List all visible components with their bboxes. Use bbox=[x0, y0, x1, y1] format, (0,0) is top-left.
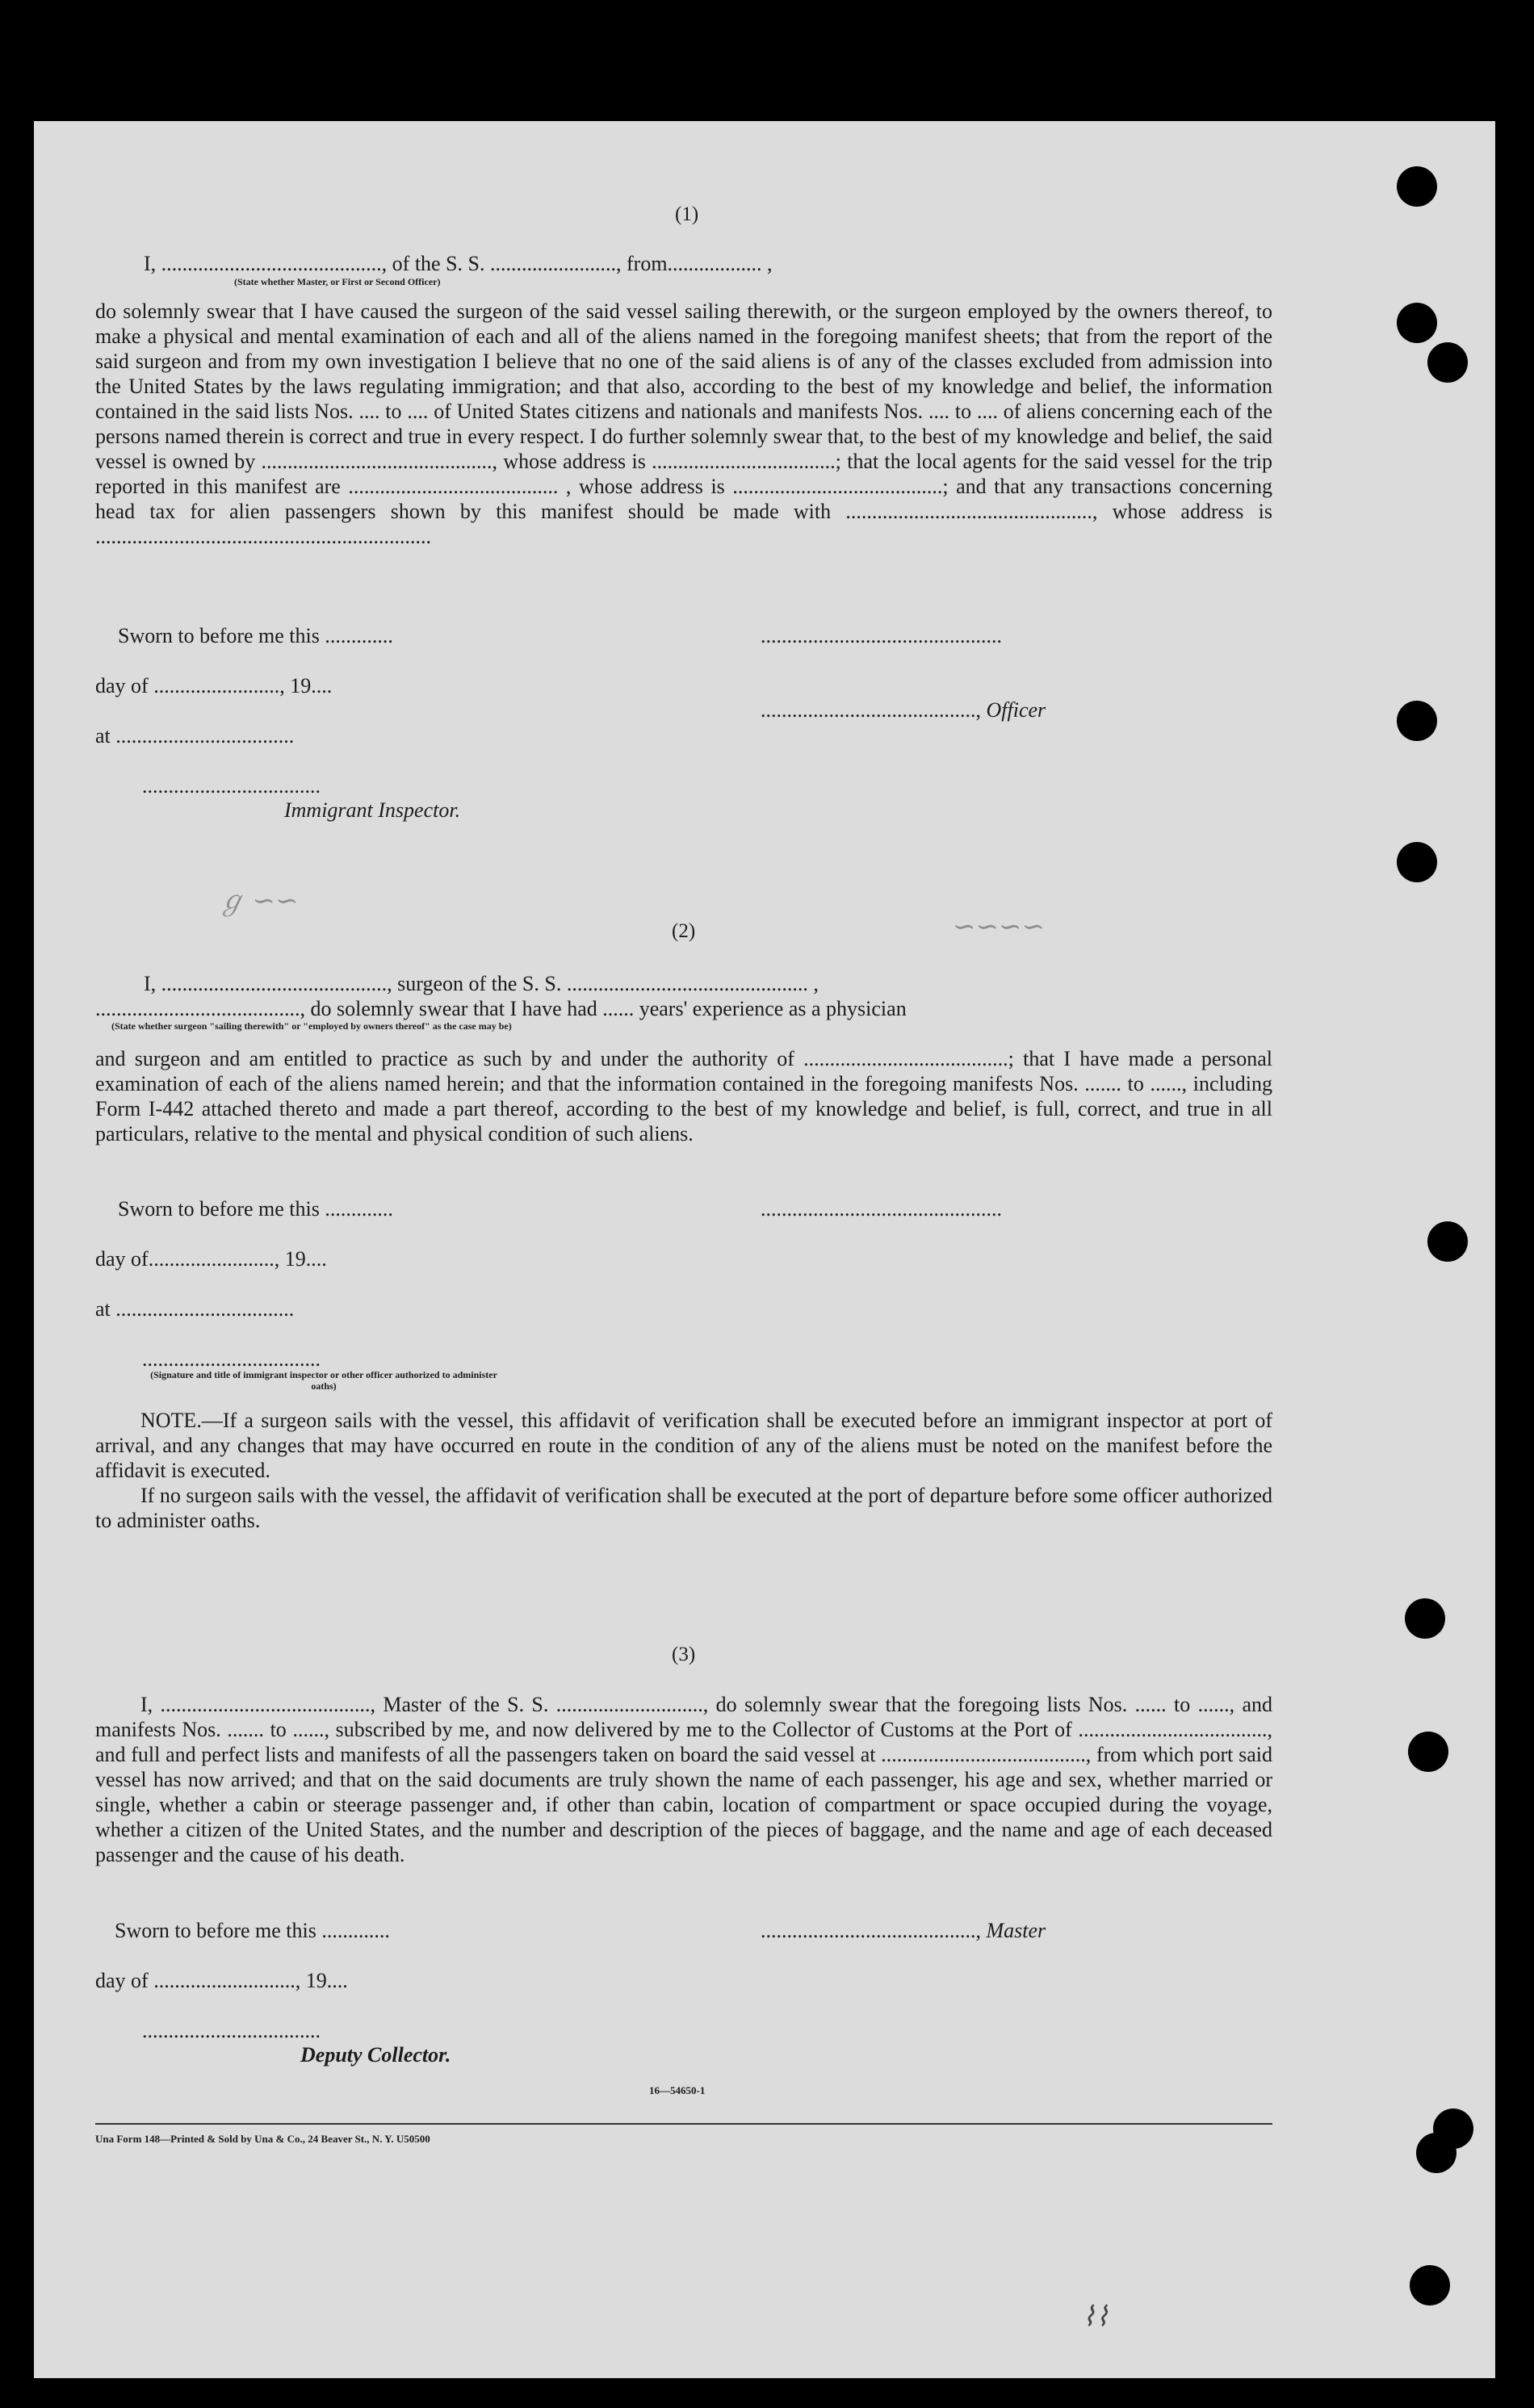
binder-hole bbox=[1408, 1732, 1448, 1772]
section-1-inspector-title: Immigrant Inspector. bbox=[284, 798, 461, 822]
section-2-number: (2) bbox=[672, 920, 696, 942]
officer-dots-label-suffix: Officer bbox=[986, 698, 1046, 722]
handwriting-mark: ∽∽∽∽ bbox=[953, 912, 1045, 942]
section-2-at-line: at .................................. bbox=[95, 1297, 295, 1321]
binder-hole bbox=[1397, 842, 1437, 882]
binder-hole bbox=[1405, 1598, 1445, 1639]
section-3-sworn-line: Sworn to before me this ............. bbox=[115, 1919, 390, 1942]
footer-rule bbox=[95, 2123, 1272, 2125]
section-2-note-paragraph bbox=[95, 1408, 1272, 1483]
section-1-officer-line bbox=[761, 697, 1046, 722]
officer-dots-label: ........................................., Officer bbox=[761, 698, 1046, 722]
binder-hole bbox=[1397, 701, 1437, 741]
binder-hole bbox=[1427, 1221, 1468, 1262]
section-2-day-line: day of........................, 19.... bbox=[95, 1247, 327, 1271]
section-2-inspector-dots: .................................. bbox=[142, 1347, 321, 1371]
section-3-collector-dots: .................................. bbox=[142, 2019, 321, 2042]
section-3-number: (3) bbox=[672, 1644, 696, 1665]
note-text-2: If no surgeon sails with the vessel, the affidavit of verification shall be executed at the port of departure before some officer authorized to administer oaths. bbox=[95, 1484, 1272, 1532]
binder-hole bbox=[1427, 342, 1468, 383]
form-code: 16—54650-1 bbox=[649, 2084, 706, 2096]
section-1-opening-line: I, .........................................., of the S. S. ........................, from.................. , bbox=[144, 252, 773, 275]
section-2-note-paragraph-2 bbox=[95, 1483, 1272, 1533]
note-text: NOTE.—If a surgeon sails with the vessel, this affidavit of verification shall be executed before an immigrant inspector at port of arrival, and any changes that may have occurred en route in the condition of any of the aliens must be noted on the manifest before the affidavit is executed. bbox=[95, 1409, 1272, 1482]
section-1-inspector-dots: .................................. bbox=[142, 774, 321, 798]
handwriting-mark: ⌇⌇ bbox=[1082, 2302, 1109, 2332]
section-2-signature-dots: .............................................. bbox=[761, 1197, 1002, 1221]
master-dots-label-suffix: Master bbox=[986, 1919, 1046, 1942]
section-2-sworn-line: Sworn to before me this ............. bbox=[118, 1197, 393, 1221]
master-dots-label: ........................................., Master bbox=[761, 1919, 1046, 1942]
printer-imprint: Una Form 148—Printed & Sold by Una & Co., 24 Beaver St., N. Y. U50500 bbox=[95, 2133, 430, 2145]
section-2-opening-line: I, ..........................................., surgeon of the S. S. .............................................. , bbox=[144, 972, 819, 995]
binder-hole bbox=[1410, 2265, 1450, 2305]
binder-hole bbox=[1397, 166, 1437, 207]
section-3-oath-paragraph: I, ........................................, Master of the S. S. ............................, do solemnly swear that the foregoing lists Nos. ...... to ......, and manifests Nos. ....... to ......, subscribed by me, and now delivered by me to the Collector of Customs at the Port of ...................................., and full and perfect lists and manifests of all the passengers taken on board the said vessel at ......................................., from which port said vessel has now arrived; and that on the said documents are truly shown the name of each passenger, his age and sex, whether married or single, whether a cabin or steerage passenger and, if other than cabin, location of compartment or space occupied during the voyage, whether a citizen of the United States, and the number and description of the pieces of baggage, and the name and age of each deceased passenger and the cause of his death. bbox=[95, 1693, 1272, 1866]
section-1-number: (1) bbox=[675, 203, 699, 225]
section-1-officer-note: (State whether Master, or First or Second Officer) bbox=[234, 276, 441, 287]
section-1-sworn-line: Sworn to before me this ............. bbox=[118, 624, 393, 647]
section-2-experience-line: ......................................., do solemnly swear that I have had ...... years' experience as a physician bbox=[95, 997, 907, 1020]
handwriting-mark: ℊ ∽∽ bbox=[218, 886, 299, 916]
section-3-day-line: day of ..........................., 19.... bbox=[95, 1969, 348, 1992]
binder-hole bbox=[1416, 2133, 1456, 2173]
section-1-at-line: at .................................. bbox=[95, 724, 295, 748]
section-1-day-line: day of ........................, 19.... bbox=[95, 674, 333, 697]
section-2-signature-note: (Signature and title of immigrant inspector or other officer authorized to administer oaths) bbox=[150, 1369, 497, 1392]
section-3-collector-title: Deputy Collector. bbox=[300, 2043, 451, 2067]
binder-hole bbox=[1397, 303, 1437, 343]
section-3-master-line bbox=[761, 1918, 1046, 1943]
section-2-oath-paragraph: and surgeon and am entitled to practice as such by and under the authority of .......................................; that I have made a personal examination of each of the aliens named herein; and that the information contained in the foregoing manifests Nos. ....... to ......, including Form I-442 attached thereto and made a part thereof, according to the best of my knowledge and belief, is full, correct, and true in all particulars, relative to the mental and physical condition of such aliens. bbox=[95, 1047, 1272, 1145]
section-1-oath-paragraph: do solemnly swear that I have caused the surgeon of the said vessel sailing therewith, or the surgeon employed by the owners thereof, to make a physical and mental examination of each and all of the aliens named in the foregoing manifest sheets; that from the report of the said surgeon and from my own investigation I believe that no one of the said aliens is of any of the classes excluded from admission into the United States by the laws regulating immigration; and that also, according to the best of my knowledge and belief, the information contained in the said lists Nos. .... to .... of United States citizens and nationals and manifests Nos. .... to .... of aliens concerning each of the persons named therein is correct and true in every respect. I do further solemnly swear that, to the best of my knowledge and belief, the said vessel is owned by ............................................, whose address is ...................................; that the local agents for the said vessel for the trip reported in this manifest are ........................................ , whose address is ........................................; and that any transactions concerning head tax for alien passengers shown by this manifest should be made with ..............................................., whose address is ................................................................ bbox=[95, 299, 1272, 548]
section-1-signature-dots: .............................................. bbox=[761, 624, 1002, 647]
section-2-surgeon-note: (State whether surgeon "sailing therewith" or "employed by owners thereof" as the case may be) bbox=[111, 1020, 512, 1032]
